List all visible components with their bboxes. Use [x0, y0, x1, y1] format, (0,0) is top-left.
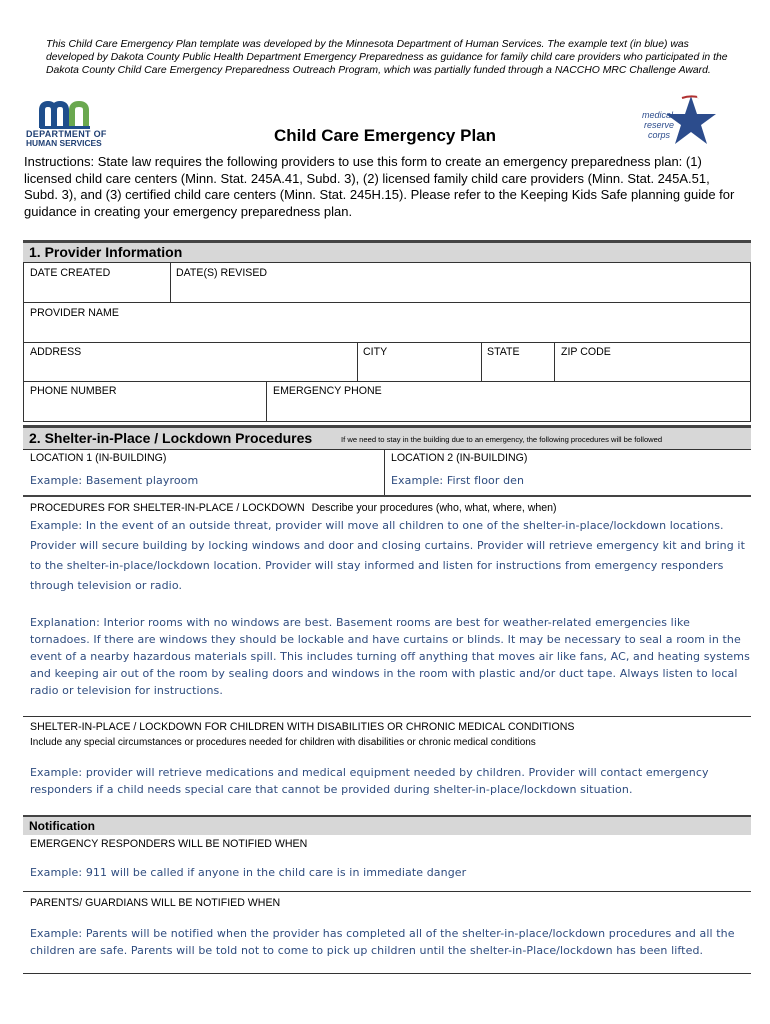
city-field[interactable]: CITY — [363, 346, 388, 358]
location1-label: LOCATION 1 (IN-BUILDING) — [30, 452, 167, 464]
state-field[interactable]: STATE — [487, 346, 520, 358]
mrc-line1: medical — [642, 110, 674, 120]
section1-header — [23, 240, 751, 262]
procedures-label — [30, 502, 557, 514]
procedures-label-text: PROCEDURES FOR SHELTER-IN-PLACE / LOCKDOWN — [30, 502, 305, 514]
location1-value[interactable]: Example: Basement playroom — [30, 474, 199, 487]
responders-label: EMERGENCY RESPONDERS WILL BE NOTIFIED WHEN — [30, 838, 308, 850]
date-created-field[interactable]: DATE CREATED — [30, 267, 111, 279]
disabilities-label: SHELTER-IN-PLACE / LOCKDOWN FOR CHILDREN WITH DISABILITIES OR CHRONIC MEDICAL CONDITIONS — [30, 721, 575, 733]
disabilities-example[interactable]: Example: provider will retrieve medications and medical equipment needed by children. Provider will contact emergency responders if a child needs special care that cannot be provided during shelter-in-place/lockdown situation. — [30, 766, 709, 796]
section2-header — [23, 425, 751, 449]
procedures-example[interactable]: Example: In the event of an outside threat, provider will move all children to one of the shelter-in-place/lockdown locations. Provider will secure building by locking windows and door and closing curtains. Provider will retrieve emergency kit and bring it to the shelter-in-place/lockdown location. Provider will stay informed and listen for instructions from emergency responders through television or radio. — [30, 519, 745, 592]
notification-header — [23, 815, 751, 835]
instructions: Instructions: State law requires the following providers to use this form to create an emergency preparedness plan: (1) licensed child care centers (Minn. Stat. 245A.41, Subd. 3), (2) licensed family child care providers (Minn. Stat. 245A.51, Subd. 3), and (3) certified child care centers (Minn. Stat. 245H.15). Please refer to the Keeping Kids Safe planning guide for guidance in creating your emergency preparedness plan. — [24, 154, 735, 219]
phone-field[interactable]: PHONE NUMBER — [30, 385, 117, 397]
dates-revised-field[interactable]: DATE(S) REVISED — [176, 267, 268, 279]
dhs-line1: DEPARTMENT OF — [26, 129, 107, 139]
section2-subtitle: If we need to stay in the building due to an emergency, the following procedures will be followed — [341, 435, 663, 444]
procedures-explanation: Explanation: Interior rooms with no windows are best. Basement rooms are best for weather-related emergencies like tornadoes. If there are windows they should be lockable and have curtains or blinds. It may be necessary to seal a room in the event of a nearby hazardous materials spill. This includes turning off anything that moves air like fans, AC, and heating systems and keeping air out of the room by sealing doors and windows in the room with plastic and/or duct tape. Always listen to local radio or television for instructions. — [30, 616, 750, 697]
responders-example[interactable]: Example: 911 will be called if anyone in the child care is in immediate danger — [30, 866, 467, 879]
intro-note: This Child Care Emergency Plan template was developed by the Minnesota Department of Human Services. The example text (in blue) was developed by Dakota County Public Health Department Emergency Preparedness as guidance for family child care providers who participated in the Dakota County Child Care Emergency Preparedness Outreach Program, which was partially funded through a NACCHO MRC Challenge Award. — [46, 39, 728, 76]
page-title: Child Care Emergency Plan — [273, 126, 497, 145]
notification-title: Notification — [29, 819, 95, 833]
parents-label: PARENTS/ GUARDIANS WILL BE NOTIFIED WHEN — [30, 897, 281, 909]
disabilities-hint: Include any special circumstances or procedures needed for children with disabilities or chronic medical conditions — [30, 737, 536, 748]
location2-label: LOCATION 2 (IN-BUILDING) — [391, 452, 528, 464]
emergency-phone-field[interactable]: EMERGENCY PHONE — [273, 385, 382, 397]
provider-name-field[interactable]: PROVIDER NAME — [30, 307, 119, 319]
mrc-line3: corps — [648, 130, 671, 140]
address-field[interactable]: ADDRESS — [30, 346, 82, 358]
section2-title: 2. Shelter-in-Place / Lockdown Procedures — [29, 430, 313, 446]
zip-field[interactable]: ZIP CODE — [561, 346, 611, 358]
parents-example[interactable]: Example: Parents will be notified when the provider has completed all of the shelter-in-place/lockdown procedures and all the children are safe. Parents will be told not to come to pick up children until the shelter-in-Place/lockdown has been lifted. — [30, 927, 735, 957]
dhs-line2: HUMAN SERVICES — [26, 138, 102, 148]
location2-value[interactable]: Example: First floor den — [391, 474, 525, 487]
section1-title: 1. Provider Information — [29, 244, 183, 260]
procedures-hint: Describe your procedures (who, what, where, when) — [311, 502, 557, 514]
mrc-line2: reserve — [644, 120, 675, 130]
